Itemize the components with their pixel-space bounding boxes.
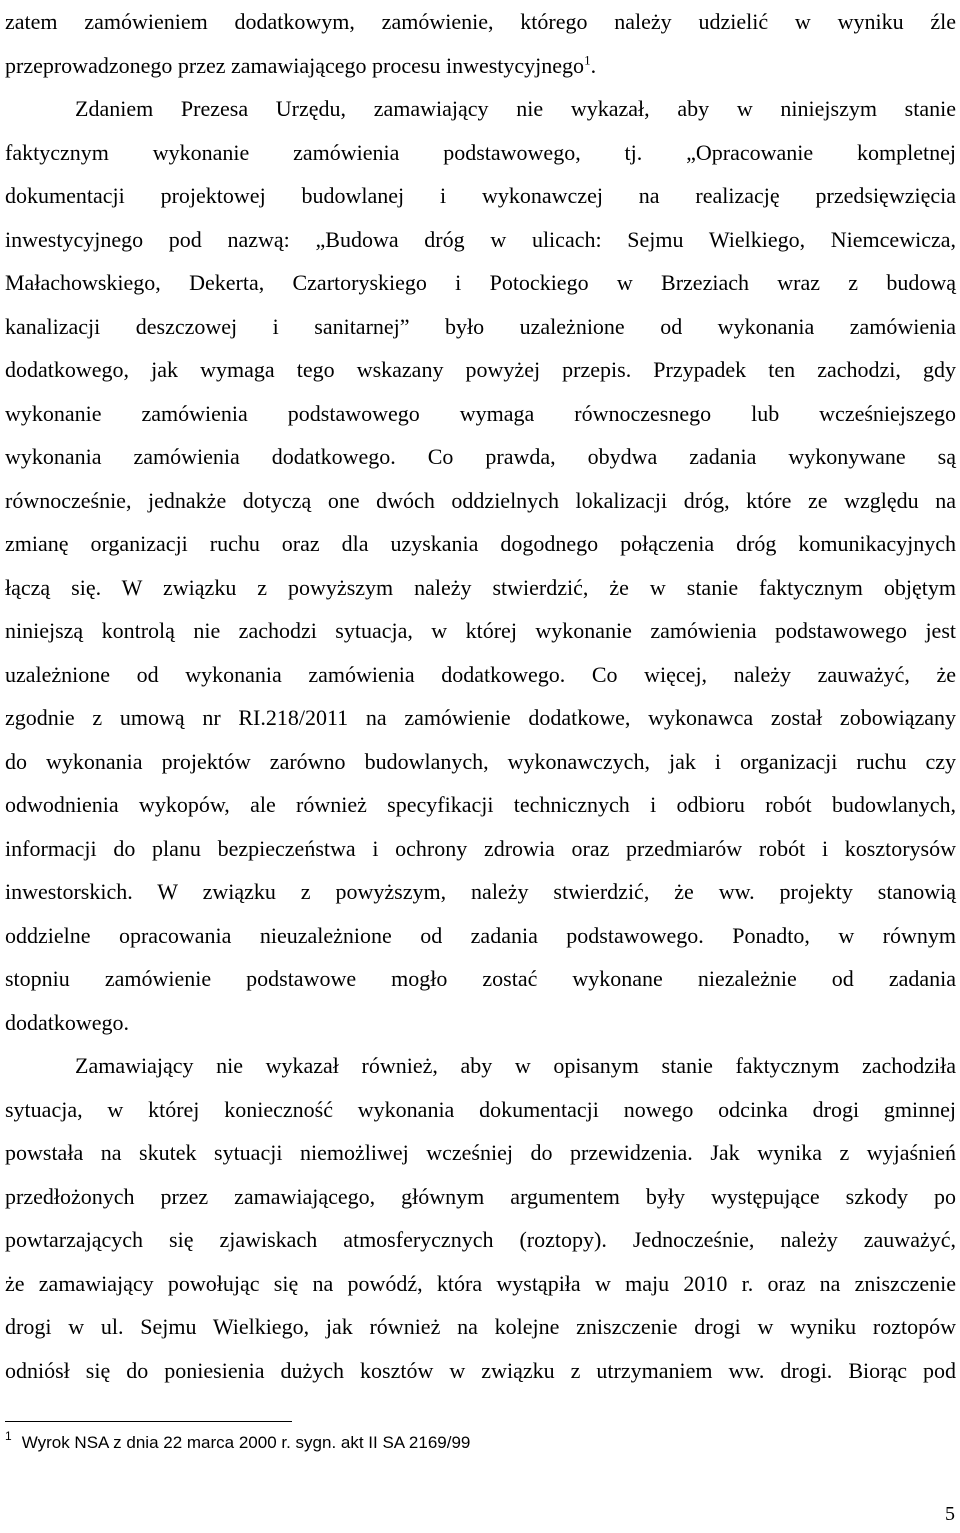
text-line: wykonanie zamówienia podstawowego wymaga równoczesnego lub wcześniejszego [5, 400, 956, 426]
text-line: odniósł się do poniesienia dużych kosztów w związku z utrzymaniem ww. drogi. Biorąc pod [5, 1357, 956, 1383]
text-line: przedłożonych przez zamawiającego, głównym argumentem były występujące szkody po [5, 1183, 956, 1209]
footnote-mark: 1 [5, 1429, 12, 1443]
text-line: stopniu zamówienie podstawowe mogło zostać wykonane niezależnie od zadania [5, 966, 956, 991]
text-line: łączą się. W związku z powyższym należy stwierdzić, że w stanie faktycznym objętym [5, 574, 956, 600]
text-line-content: przeprowadzonego przez zamawiającego procesu inwestycyjnego [5, 52, 585, 78]
text-line: Małachowskiego, Dekerta, Czartoryskiego i Potockiego w Brzeziach wraz z budową [5, 270, 956, 295]
text-line: uzależnione od wykonania zamówienia dodatkowego. Co więcej, należy zauważyć, że [5, 661, 956, 687]
text-line: wykonania zamówienia dodatkowego. Co prawda, obydwa zadania wykonywane są [5, 444, 956, 469]
text-line: inwestorskich. W związku z powyższym, należy stwierdzić, że ww. projekty stanowią [5, 879, 956, 904]
text-line: zmianę organizacji ruchu oraz dla uzyskania dogodnego połączenia dróg komunikacyjnych [5, 531, 956, 556]
text-line: do wykonania projektów zarówno budowlanych, wykonawczych, jak i organizacji ruchu czy [5, 748, 956, 774]
footnote [5, 1429, 471, 1455]
text-line: równocześnie, jednakże dotyczą one dwóch oddzielnych lokalizacji dróg, które ze względu na [5, 487, 956, 513]
text-line: informacji do planu bezpieczeństwa i ochrony zdrowia oraz przedmiarów robót i kosztorysów [5, 835, 956, 861]
text-line: dodatkowego, jak wymaga tego wskazany powyżej przepis. Przypadek ten zachodzi, gdy [5, 357, 956, 382]
text-line: przeprowadzonego przez zamawiającego procesu inwestycyjnego$^1$. [5, 52, 597, 78]
footnote-reference: 1 [584, 52, 591, 68]
text-line: niniejszą kontrolą nie zachodzi sytuacja, w której wykonanie zamówienia podstawowego jest [5, 618, 956, 643]
text-line: zatem zamówieniem dodatkowym, zamówienie, którego należy udzielić w wyniku źle [5, 9, 956, 34]
footnote-separator [5, 1421, 292, 1422]
text-line: powtarzających się zjawiskach atmosferycznych (roztopy). Jednocześnie, należy zauważyć, [5, 1227, 956, 1252]
text-line: sytuacja, w której konieczność wykonania dokumentacji nowego odcinka drogi gminnej [5, 1096, 956, 1122]
text-line: dokumentacji projektowej budowlanej i wykonawczej na realizację przedsięwzięcia [5, 183, 956, 208]
text-line: drogi w ul. Sejmu Wielkiego, jak również na kolejne zniszczenie drogi w wyniku roztopów [5, 1314, 956, 1339]
text-line: powstała na skutek sytuacji niemożliwej wcześniej do przewidzenia. Jak wynika z wyjaśnień [5, 1140, 956, 1165]
page-number: 5 [945, 1503, 955, 1525]
text-line: Zdaniem Prezesa Urzędu, zamawiający nie wykazał, aby w niniejszym stanie [75, 96, 956, 121]
text-line: że zamawiający powołując się na powódź, która wystąpiła w maju 2010 r. oraz na zniszczenie [5, 1270, 956, 1296]
text-line: kanalizacji deszczowej i sanitarnej” było uzależnione od wykonania zamówienia [5, 313, 956, 339]
text-line: faktycznym wykonanie zamówienia podstawowego, tj. „Opracowanie kompletnej [5, 139, 956, 165]
body-text [5, 0, 956, 1392]
text-line: oddzielne opracowania nieuzależnione od zadania podstawowego. Ponadto, w równym [5, 922, 956, 948]
text-line: zgodnie z umową nr RI.218/2011 na zamówienie dodatkowe, wykonawca został zobowiązany [5, 705, 956, 730]
text-line: odwodnienia wykopów, ale również specyfikacji technicznych i odbioru robót budowlanych, [5, 792, 956, 817]
text-line: dodatkowego. [5, 1009, 130, 1035]
footnote-text: Wyrok NSA z dnia 22 marca 2000 r. sygn. akt II SA 2169/99 [21, 1433, 471, 1452]
text-line: inwestycyjnego pod nazwą: „Budowa dróg w ulicach: Sejmu Wielkiego, Niemcewicza, [5, 226, 956, 252]
text-line: Zamawiający nie wykazał również, aby w opisanym stanie faktycznym zachodziła [75, 1053, 956, 1078]
